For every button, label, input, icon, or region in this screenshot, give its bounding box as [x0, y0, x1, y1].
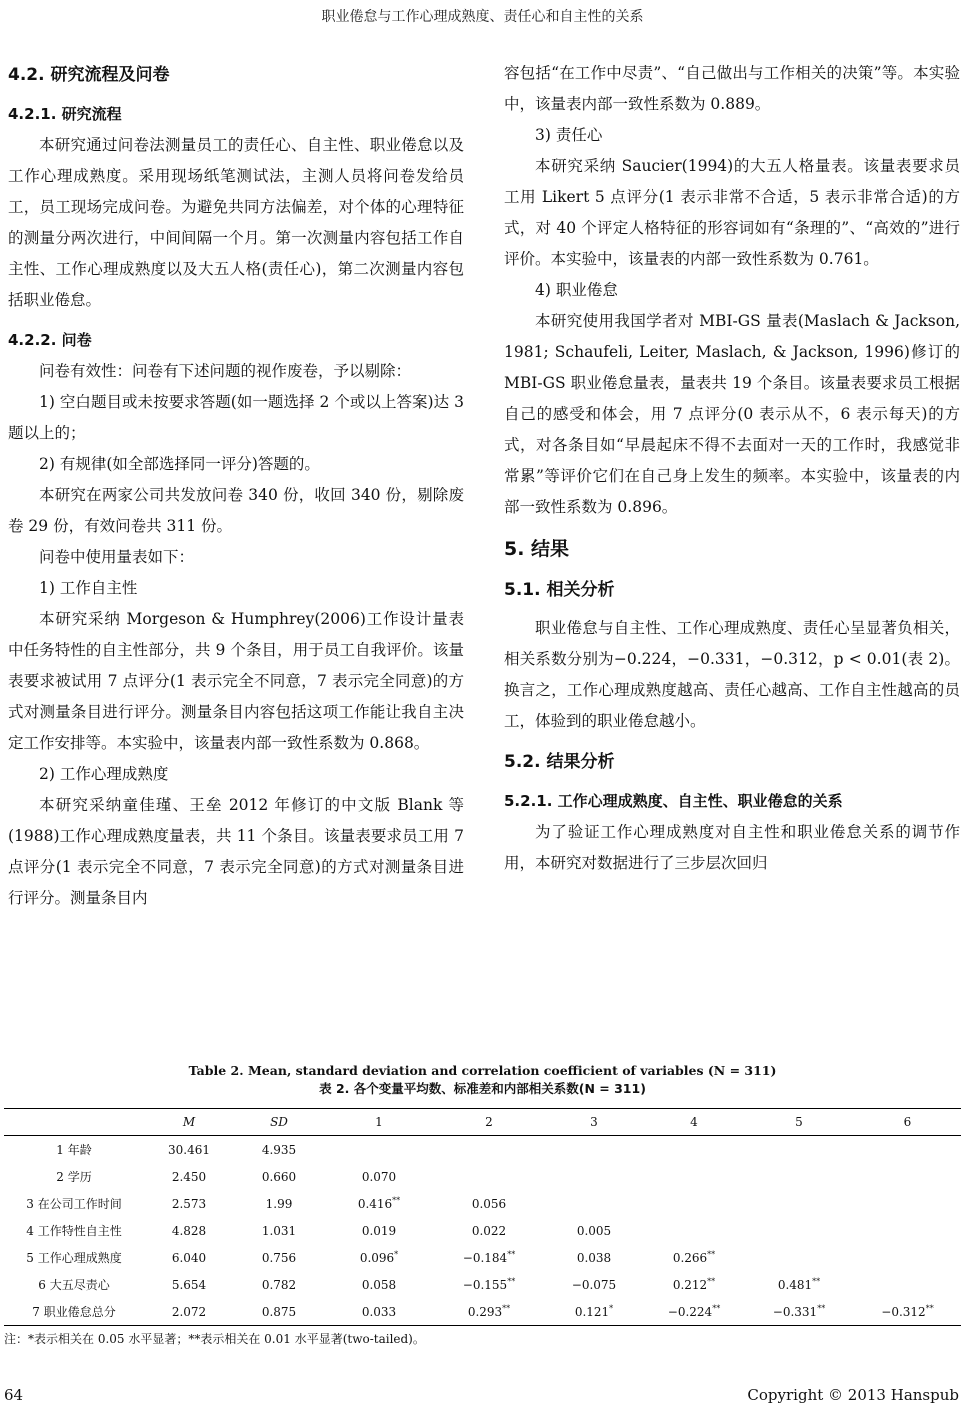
table-header-row: [4, 1109, 961, 1136]
row-label-value: 2 学历: [56, 1170, 92, 1184]
corr-cell: [644, 1217, 744, 1244]
table-header-cell: 4: [644, 1109, 744, 1136]
corr-cell-value: −0.312: [881, 1304, 926, 1319]
table-note: 注：*表示相关在 0.05 水平显著；**表示相关在 0.01 水平显著(two-tailed)。: [4, 1332, 425, 1346]
table-2: [0, 1062, 965, 1326]
significance-mark: **: [712, 1303, 721, 1313]
mean-cell-value: 30.461: [168, 1142, 210, 1157]
significance-mark: **: [707, 1249, 716, 1259]
table-body: [4, 1136, 961, 1326]
corr-cell: [644, 1190, 744, 1217]
corr-cell: [324, 1136, 434, 1164]
table-header-cell: 2: [434, 1109, 544, 1136]
section-5-heading: 5. 结果: [504, 538, 570, 560]
significance-mark: **: [707, 1276, 716, 1286]
table-row: [4, 1271, 961, 1298]
right-column: [504, 58, 960, 879]
row-label: [4, 1298, 144, 1326]
section-4-2-heading: 4.2. 研究流程及问卷: [8, 65, 170, 85]
corr-cell: [324, 1163, 434, 1190]
corr-cell: [434, 1190, 544, 1217]
corr-cell-value: −0.184: [462, 1250, 508, 1265]
corr-cell: [544, 1190, 644, 1217]
corr-cell-value: 0.121: [574, 1304, 610, 1319]
corr-cell: [854, 1217, 961, 1244]
corr-cell-value: 0.266: [672, 1250, 708, 1265]
significance-mark: **: [812, 1276, 821, 1286]
table-header-cell: M: [144, 1109, 234, 1136]
paragraph: 本研究在两家公司共发放问卷 340 份，收回 340 份，剔除废卷 29 份，有效问卷共 311 份。: [8, 486, 464, 535]
sd-cell: [234, 1163, 324, 1190]
subheading: 1) 工作自主性: [39, 579, 138, 597]
row-label: [4, 1136, 144, 1164]
list-item: 1) 空白题目或未按要求答题(如一题选择 2 个或以上答案)达 3 题以上的；: [8, 393, 464, 442]
page-number: 64: [4, 1386, 24, 1404]
significance-mark: **: [502, 1303, 511, 1313]
corr-cell: [644, 1136, 744, 1164]
row-label-value: 3 在公司工作时间: [26, 1197, 122, 1211]
section-5-1-heading: 5.1. 相关分析: [504, 580, 615, 600]
sd-cell-value: 4.935: [261, 1142, 297, 1157]
sd-cell-value: 1.031: [261, 1223, 297, 1238]
corr-cell: [744, 1217, 854, 1244]
row-label: [4, 1190, 144, 1217]
mean-cell: [144, 1190, 234, 1217]
table-row: [4, 1298, 961, 1326]
corr-cell: [434, 1163, 544, 1190]
mean-cell-value: 2.450: [171, 1169, 207, 1184]
corr-cell: [854, 1163, 961, 1190]
corr-cell-value: 0.033: [361, 1304, 397, 1319]
paragraph: 本研究使用我国学者对 MBI-GS 量表(Maslach & Jackson, 1981; Schaufeli, Leiter, Maslach, & Jackson, 1996)修订的 MBI-GS 职业倦怠量表，量表共 19 个条目。该量表要求员工根据自己的感受和体会，用 7 点评分(0 表示从不，6 表示每天)的方式，对各条目如“早晨起床不得不去面对一天的工作时，我感觉非常累”等评价它们在自己身上发生的频率。本实验中，该量表的内部一致性系数为 0.896。: [504, 312, 960, 516]
row-label: [4, 1271, 144, 1298]
table-header-cell: 1: [324, 1109, 434, 1136]
mean-cell: [144, 1271, 234, 1298]
significance-mark: **: [392, 1195, 401, 1205]
corr-cell: [854, 1244, 961, 1271]
corr-cell: [324, 1217, 434, 1244]
mean-cell-value: 6.040: [171, 1250, 207, 1265]
row-label-value: 4 工作特性自主性: [26, 1224, 122, 1238]
corr-cell: [744, 1190, 854, 1217]
corr-cell-value: 0.481: [777, 1277, 813, 1292]
corr-cell: [644, 1298, 744, 1326]
correlation-table: [4, 1108, 961, 1326]
corr-cell-value: 0.058: [361, 1277, 397, 1292]
running-head: 职业倦怠与工作心理成熟度、责任心和自主性的关系: [321, 9, 644, 25]
corr-cell: [744, 1136, 854, 1164]
subheading: 4) 职业倦怠: [535, 281, 618, 299]
paragraph: 本研究采纳 Saucier(1994)的大五人格量表。该量表要求员工用 Likert 5 点评分(1 表示非常不合适，5 表示非常合适)的方式，对 40 个评定人格特征的形容词如有“条理的”、“高效的”进行评价。本实验中，该量表的内部一致性系数为 0.761。: [504, 157, 960, 268]
sd-cell: [234, 1298, 324, 1326]
mean-cell-value: 2.072: [171, 1304, 207, 1319]
list-item: 2) 有规律(如全部选择同一评分)答题的。: [39, 455, 320, 473]
row-label-value: 5 工作心理成熟度: [26, 1251, 122, 1265]
corr-cell: [854, 1271, 961, 1298]
significance-mark: **: [817, 1303, 826, 1313]
corr-cell-value: 0.056: [471, 1196, 507, 1211]
mean-cell: [144, 1136, 234, 1164]
mean-cell: [144, 1298, 234, 1326]
significance-mark: *: [394, 1249, 399, 1259]
table-row: [4, 1217, 961, 1244]
corr-cell-value: −0.331: [772, 1304, 818, 1319]
sd-cell: [234, 1190, 324, 1217]
corr-cell: [434, 1271, 544, 1298]
row-label-value: 6 大五尽责心: [38, 1278, 110, 1292]
mean-cell-value: 4.828: [171, 1223, 207, 1238]
table-header-cell: 3: [544, 1109, 644, 1136]
section-4-2-1-heading: 4.2.1. 研究流程: [8, 105, 122, 123]
mean-cell: [144, 1163, 234, 1190]
mean-cell-value: 2.573: [171, 1196, 207, 1211]
table-row: [4, 1244, 961, 1271]
paragraph: 容包括“在工作中尽责”、“自己做出与工作相关的决策”等。本实验中，该量表内部一致性系数为 0.889。: [504, 64, 960, 113]
corr-cell: [544, 1244, 644, 1271]
table-header-cell: 5: [744, 1109, 854, 1136]
paragraph: 本研究通过问卷法测量员工的责任心、自主性、职业倦怠以及工作心理成熟度。采用现场纸笔测试法，主测人员将问卷发给员工，员工现场完成问卷。为避免共同方法偏差，对个体的心理特征的测量分两次进行，中间间隔一个月。第一次测量内容包括工作自主性、工作心理成熟度以及大五人格(责任心)，第二次测量内容包括职业倦怠。: [8, 136, 464, 309]
paragraph: 为了验证工作心理成熟度对自主性和职业倦怠关系的调节作用，本研究对数据进行了三步层次回归: [504, 823, 960, 872]
table-header-cell: SD: [234, 1109, 324, 1136]
corr-cell: [434, 1244, 544, 1271]
corr-cell: [544, 1298, 644, 1326]
sd-cell: [234, 1271, 324, 1298]
paragraph: 职业倦怠与自主性、工作心理成熟度、责任心呈显著负相关，相关系数分别为−0.224，−0.331，−0.312，p < 0.01(表 2)。换言之，工作心理成熟度越高、责任心越高、工作自主性越高的员工，体验到的职业倦怠越小。: [504, 619, 960, 730]
mean-cell-value: 5.654: [171, 1277, 207, 1292]
corr-cell-value: 0.293: [467, 1304, 503, 1319]
paragraph: 问卷中使用量表如下：: [39, 548, 195, 566]
corr-cell: [324, 1190, 434, 1217]
corr-cell-value: 0.096: [359, 1250, 395, 1265]
subheading: 2) 工作心理成熟度: [39, 765, 169, 783]
left-column: [8, 52, 464, 914]
sd-cell-value: 0.782: [261, 1277, 297, 1292]
sd-cell-value: 1.99: [265, 1196, 293, 1211]
corr-cell: [544, 1271, 644, 1298]
corr-cell: [744, 1163, 854, 1190]
sd-cell-value: 0.660: [261, 1169, 297, 1184]
copyright: Copyright © 2013 Hanspub: [747, 1386, 959, 1404]
corr-cell-value: 0.212: [672, 1277, 708, 1292]
section-5-2-heading: 5.2. 结果分析: [504, 752, 615, 772]
row-label: [4, 1244, 144, 1271]
table-row: [4, 1163, 961, 1190]
significance-mark: *: [609, 1303, 614, 1313]
significance-mark: **: [925, 1303, 934, 1313]
corr-cell-value: 0.070: [361, 1169, 397, 1184]
corr-cell: [854, 1298, 961, 1326]
corr-cell: [644, 1244, 744, 1271]
subheading: 3) 责任心: [535, 126, 603, 144]
corr-cell: [854, 1190, 961, 1217]
table-row: [4, 1190, 961, 1217]
section-4-2-2-heading: 4.2.2. 问卷: [8, 331, 92, 349]
corr-cell: [324, 1244, 434, 1271]
corr-cell: [324, 1271, 434, 1298]
corr-cell: [744, 1244, 854, 1271]
corr-cell: [434, 1217, 544, 1244]
significance-mark: **: [507, 1276, 516, 1286]
sd-cell: [234, 1136, 324, 1164]
row-label: [4, 1217, 144, 1244]
section-5-2-1-heading: 5.2.1. 工作心理成熟度、自主性、职业倦怠的关系: [504, 792, 843, 810]
corr-cell: [644, 1163, 744, 1190]
corr-cell-value: −0.224: [667, 1304, 713, 1319]
mean-cell: [144, 1217, 234, 1244]
paragraph: 本研究采纳童佳瑾、王垒 2012 年修订的中文版 Blank 等(1988)工作心理成熟度量表，共 11 个条目。该量表要求员工用 7 点评分(1 表示完全不同意，7 表示完全同意)的方式对测量条目进行评分。测量条目内: [8, 796, 464, 907]
table-caption-en: Table 2. Mean, standard deviation and correlation coefficient of variables (N = 311): [188, 1063, 777, 1078]
row-label-value: 7 职业倦怠总分: [32, 1305, 116, 1319]
corr-cell-value: 0.005: [576, 1223, 612, 1238]
corr-cell: [644, 1271, 744, 1298]
table-row: [4, 1136, 961, 1164]
significance-mark: **: [507, 1249, 516, 1259]
sd-cell: [234, 1217, 324, 1244]
sd-cell-value: 0.875: [261, 1304, 297, 1319]
corr-cell-value: 0.416: [357, 1196, 393, 1211]
corr-cell: [744, 1298, 854, 1326]
paragraph: 本研究采纳 Morgeson & Humphrey(2006)工作设计量表中任务特性的自主性部分，共 9 个条目，用于员工自我评价。该量表要求被试用 7 点评分(1 表示完全不同意，7 表示完全同意)的方式对测量条目进行评分。测量条目内容包括这项工作能让我自主决定工作安排等。本实验中，该量表内部一致性系数为 0.868。: [8, 610, 464, 752]
corr-cell: [434, 1298, 544, 1326]
corr-cell: [324, 1298, 434, 1326]
mean-cell: [144, 1244, 234, 1271]
row-label: [4, 1163, 144, 1190]
corr-cell: [744, 1271, 854, 1298]
table-header-cell: [4, 1109, 144, 1136]
row-label-value: 1 年龄: [56, 1143, 92, 1157]
corr-cell: [544, 1163, 644, 1190]
table-header-cell: 6: [854, 1109, 961, 1136]
corr-cell: [544, 1217, 644, 1244]
paragraph: 问卷有效性：问卷有下述问题的视作废卷，予以剔除：: [39, 362, 412, 380]
sd-cell-value: 0.756: [261, 1250, 297, 1265]
table-caption-cn: 表 2. 各个变量平均数、标准差和内部相关系数(N = 311): [319, 1081, 646, 1096]
corr-cell: [544, 1136, 644, 1164]
corr-cell-value: 0.019: [361, 1223, 397, 1238]
corr-cell: [854, 1136, 961, 1164]
corr-cell-value: −0.155: [462, 1277, 508, 1292]
corr-cell: [434, 1136, 544, 1164]
corr-cell-value: −0.075: [571, 1277, 617, 1292]
sd-cell: [234, 1244, 324, 1271]
corr-cell-value: 0.022: [471, 1223, 507, 1238]
corr-cell-value: 0.038: [576, 1250, 612, 1265]
